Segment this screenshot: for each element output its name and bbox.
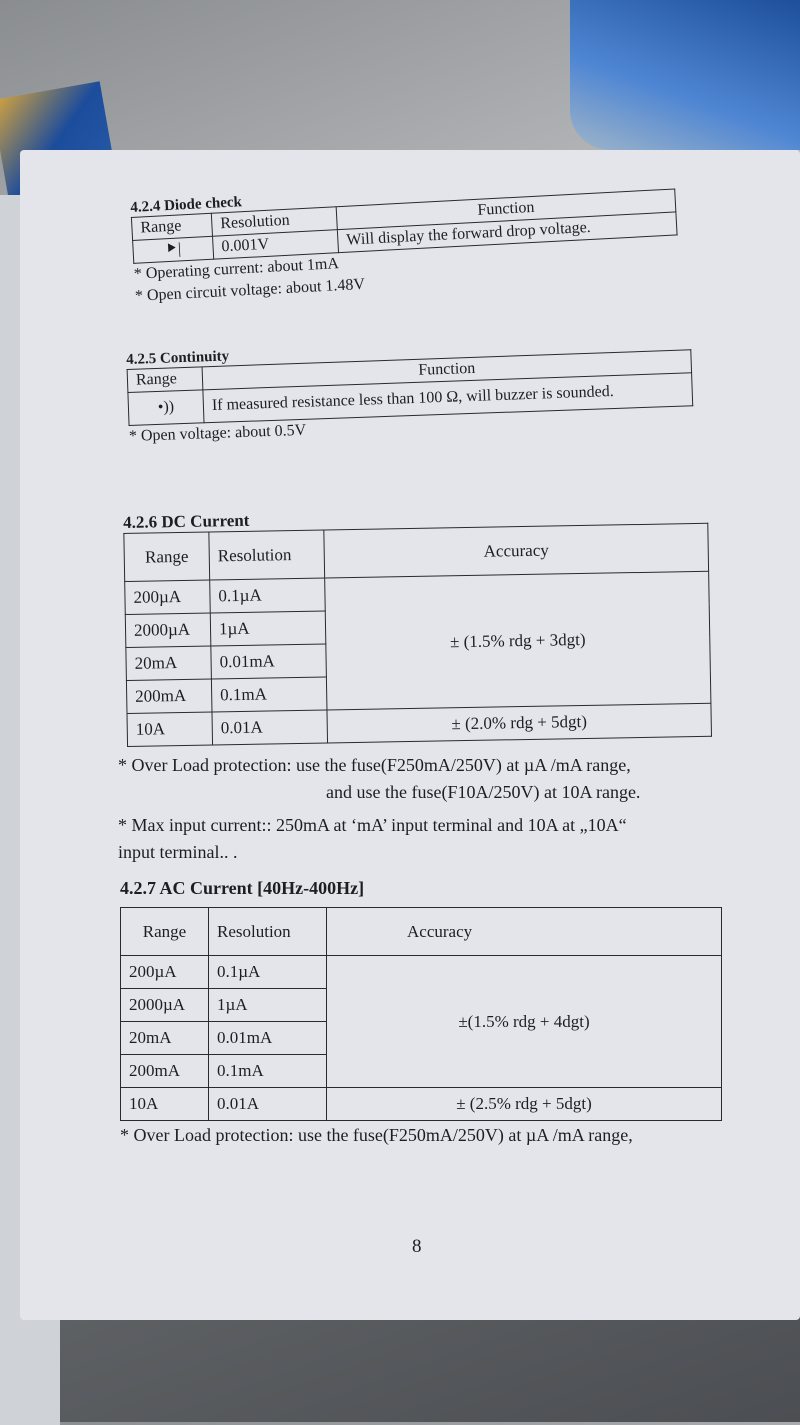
header-accuracy: Accuracy: [327, 908, 722, 956]
page-number: 8: [412, 1236, 422, 1257]
header-range: Range: [127, 367, 203, 393]
note: * Open circuit voltage: about 1.48V: [134, 275, 366, 305]
cell-range: 2000µA: [121, 989, 209, 1022]
cell-range: 20mA: [126, 646, 212, 680]
dc-current-section: [123, 503, 712, 747]
header-range: Range: [124, 532, 210, 581]
header-resolution: Resolution: [209, 530, 325, 580]
cell-function: Will display the forward drop voltage.: [337, 212, 677, 253]
ac-current-table: [120, 907, 722, 1121]
note: * Open voltage: about 0.5V: [128, 421, 307, 445]
cell-function: If measured resistance less than 100 Ω, will buzzer is sounded.: [203, 373, 693, 423]
section-heading: 4.2.4 Diode check: [130, 194, 243, 216]
cell-resolution: 0.01A: [209, 1088, 327, 1121]
buzzer-icon: •)): [128, 390, 204, 426]
cell-resolution: 1µA: [210, 611, 326, 646]
note: * Over Load protection: use the fuse(F250mA/250V) at µA /mA range,: [120, 1125, 633, 1145]
diode-section: [130, 171, 680, 307]
note: * Max input current:: 250mA at ‘mA’ input terminal and 10A at „10A“: [118, 815, 627, 835]
cell-range: 200mA: [126, 679, 212, 713]
note: * Over Load protection: use the fuse(F250mA/250V) at µA /mA range,: [118, 755, 631, 775]
continuity-section: [126, 332, 694, 448]
header-range: Range: [121, 908, 209, 956]
cell-accuracy: ± (2.5% rdg + 5dgt): [327, 1088, 722, 1121]
cell-resolution: 1µA: [209, 989, 327, 1022]
header-range: Range: [131, 213, 212, 240]
cell-resolution: 0.001V: [213, 230, 339, 260]
cell-resolution: 0.01mA: [209, 1022, 327, 1055]
cell-resolution: 0.1µA: [209, 956, 327, 989]
cell-range: 10A: [127, 712, 213, 746]
header-function: Function: [202, 350, 692, 390]
diode-symbol-icon: ⯈|: [133, 236, 214, 263]
cell-range: 200µA: [125, 580, 211, 614]
header-resolution: Resolution: [211, 207, 337, 237]
cell-accuracy: ± (1.5% rdg + 3dgt): [325, 571, 711, 710]
cell-resolution: 0.1µA: [210, 578, 326, 613]
note: * Operating current: about 1mA: [133, 255, 340, 283]
note: input terminal.. .: [118, 842, 238, 862]
section-heading: 4.2.7 AC Current [40Hz-400Hz]: [120, 878, 365, 898]
cell-accuracy: ±(1.5% rdg + 4dgt): [327, 956, 722, 1088]
section-heading: 4.2.5 Continuity: [126, 348, 230, 368]
cell-resolution: 0.1mA: [209, 1055, 327, 1088]
header-resolution: Resolution: [209, 908, 327, 956]
cell-range: 200µA: [121, 956, 209, 989]
cell-resolution: 0.1mA: [211, 677, 327, 712]
cell-resolution: 0.01A: [212, 710, 328, 745]
header-function: Function: [336, 189, 676, 230]
dc-notes: [118, 752, 738, 866]
cell-range: 10A: [121, 1088, 209, 1121]
cell-range: 200mA: [121, 1055, 209, 1088]
note: and use the fuse(F10A/250V) at 10A range.: [326, 782, 641, 802]
header-accuracy: Accuracy: [324, 523, 709, 578]
cell-range: 2000µA: [125, 613, 211, 647]
cell-resolution: 0.01mA: [211, 644, 327, 679]
ac-current-section: [120, 878, 722, 1146]
cell-accuracy: ± (2.0% rdg + 5dgt): [327, 703, 712, 743]
cell-range: 20mA: [121, 1022, 209, 1055]
dc-current-table: [123, 523, 712, 747]
section-heading: 4.2.6 DC Current: [123, 510, 250, 532]
